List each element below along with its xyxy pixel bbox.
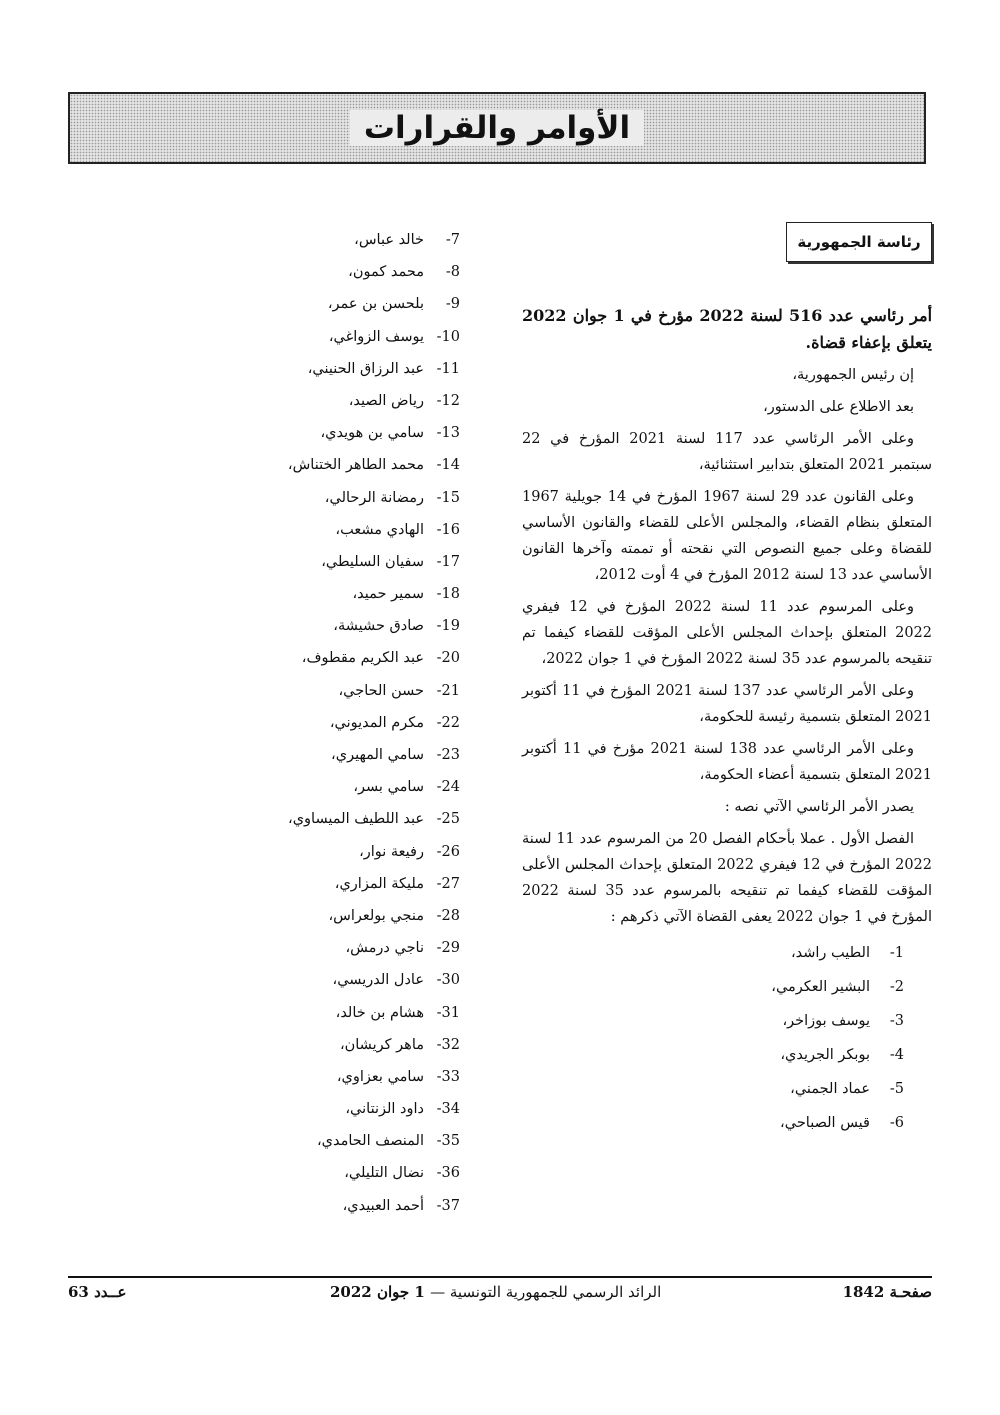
- item-name: محمد الطاهر الختناش،: [287, 457, 424, 474]
- list-item: [250, 321, 460, 353]
- item-name: خالد عباس،: [354, 232, 424, 248]
- decree-paragraph: يصدر الأمر الرئاسي الآتي نصه :: [724, 799, 914, 815]
- item-number: 16-: [436, 521, 460, 538]
- list-item: [250, 1061, 460, 1093]
- item-name: عبد الرزاق الحنيني،: [307, 360, 424, 377]
- list-item: [250, 288, 460, 320]
- list-item: [250, 417, 460, 449]
- item-name: رمضانة الرحالي،: [324, 489, 424, 506]
- list-item: [250, 675, 460, 707]
- journal-name: الرائد الرسمي للجمهورية التونسية —: [430, 1283, 662, 1301]
- item-name: مليكة المزاري،: [334, 875, 424, 892]
- footer-journal: [330, 1283, 661, 1301]
- item-number: 12-: [436, 392, 460, 409]
- item-name: سمير حميد،: [352, 586, 424, 603]
- list-item: [250, 224, 460, 256]
- list-item: [250, 868, 460, 900]
- item-name: رياض الصيد،: [348, 392, 424, 409]
- page-number: 1842: [842, 1283, 885, 1301]
- item-name: يوسف بوزاخر،: [782, 1013, 870, 1029]
- list-item: [522, 1106, 904, 1140]
- item-number: 19-: [436, 618, 460, 635]
- item-number: 4-: [889, 1047, 904, 1063]
- item-name: بلحسن بن عمر،: [327, 296, 424, 313]
- item-number: 10-: [436, 328, 460, 345]
- item-number: 26-: [436, 843, 460, 860]
- item-name: بوبكر الجريدي،: [780, 1047, 870, 1063]
- list-item: [250, 610, 460, 642]
- list-item: [250, 1125, 460, 1157]
- item-number: 14-: [436, 457, 460, 474]
- list-item: [250, 803, 460, 835]
- item-name: محمد كمون،: [348, 264, 424, 281]
- item-name: سامي بعزاوي،: [336, 1068, 424, 1085]
- issue-date: 1 جوان 2022: [330, 1283, 425, 1301]
- item-number: 18-: [436, 586, 460, 603]
- item-name: نضال التليلي،: [344, 1165, 424, 1182]
- item-number: 27-: [436, 875, 460, 892]
- item-number: 34-: [436, 1101, 460, 1118]
- decree-title: أمر رئاسي عدد 516 لسنة 2022 مؤرخ في 1 جوان 2022 يتعلق بإعفاء قضاة.: [522, 306, 933, 352]
- item-name: المنصف الحامدي،: [316, 1133, 424, 1150]
- page-title: الأوامر والقرارات: [350, 110, 644, 146]
- page-label: صفحـة: [889, 1283, 932, 1301]
- list-item: [250, 449, 460, 481]
- item-number: 6-: [889, 1115, 904, 1131]
- item-name: سامي بسر،: [353, 779, 424, 796]
- item-number: 22-: [436, 714, 460, 731]
- list-item: [250, 836, 460, 868]
- list-item: [250, 1093, 460, 1125]
- item-name: هشام بن خالد،: [335, 1004, 424, 1021]
- issue-number: 63: [68, 1283, 89, 1301]
- decree-paragraph: الفصل الأول . عملا بأحكام الفصل 20 من المرسوم عدد 11 لسنة 2022 المؤرخ في 12 فيفري 2022 المتعلق بإحداث المجلس الأعلى المؤقت للقضاء كيفما تم تنقيحه بالمرسوم عدد 35 لسنة 2022 المؤرخ في 1 جوان 2022 يعفى القضاة الآتي ذكرهم :: [522, 831, 932, 925]
- item-name: رفيعة نوار،: [359, 843, 424, 860]
- list-item: [250, 353, 460, 385]
- list-item: [522, 936, 904, 970]
- decree-paragraph: بعد الاطلاع على الدستور،: [763, 399, 914, 415]
- list-item: [250, 256, 460, 288]
- item-name: يوسف الزواغي،: [328, 328, 424, 345]
- footer-issue: [68, 1283, 126, 1301]
- item-name: مكرم المديوني،: [329, 714, 424, 731]
- item-number: 33-: [436, 1068, 460, 1085]
- item-number: 1-: [889, 945, 904, 961]
- item-number: 11-: [436, 360, 460, 377]
- item-name: سامي المهيري،: [331, 747, 424, 763]
- item-number: 13-: [436, 425, 460, 442]
- item-number: 5-: [889, 1081, 904, 1097]
- item-number: 32-: [436, 1036, 460, 1053]
- list-item: [250, 1157, 460, 1189]
- item-number: 35-: [436, 1133, 460, 1150]
- item-name: الطيب راشد،: [790, 945, 870, 961]
- item-name: عادل الدريسي،: [332, 972, 424, 989]
- item-name: منجي بولعراس،: [328, 907, 424, 924]
- item-name: عبد اللطيف الميساوي،: [288, 811, 424, 828]
- list-item: [522, 1072, 904, 1106]
- decree-paragraph: وعلى الأمر الرئاسي عدد 117 لسنة 2021 المؤرخ في 22 سبتمبر 2021 المتعلق بتدابير استثنائية،: [522, 431, 932, 473]
- item-number: 17-: [436, 553, 460, 570]
- decree-paragraph: إن رئيس الجمهورية،: [792, 367, 914, 383]
- item-number: 23-: [436, 747, 460, 763]
- item-name: قيس الصباحي،: [780, 1115, 870, 1131]
- list-item: [250, 578, 460, 610]
- item-name: داود الزنتاني،: [345, 1101, 424, 1118]
- list-item: [522, 1038, 904, 1072]
- item-number: 36-: [436, 1165, 460, 1182]
- item-number: 3-: [889, 1013, 904, 1029]
- item-name: سفيان السليطي،: [321, 553, 424, 570]
- judges-list-right: [522, 936, 932, 1140]
- item-number: 2-: [889, 979, 904, 995]
- list-item: [250, 739, 460, 771]
- list-item: [250, 1190, 460, 1222]
- list-item: [250, 997, 460, 1029]
- list-item: [250, 482, 460, 514]
- decree-paragraph: وعلى الأمر الرئاسي عدد 137 لسنة 2021 المؤرخ في 11 أكتوبر 2021 المتعلق بتسمية رئيسة للحكومة،: [522, 683, 932, 725]
- item-number: 24-: [436, 779, 460, 796]
- item-number: 31-: [436, 1004, 460, 1021]
- issue-label: عــدد: [94, 1283, 127, 1301]
- section-heading: رئاسة الجمهورية: [786, 222, 932, 262]
- item-number: 21-: [436, 682, 460, 699]
- item-name: صادق حشيشة،: [333, 618, 424, 635]
- item-name: عبد الكريم مقطوف،: [301, 650, 424, 667]
- title-banner: [68, 92, 926, 164]
- item-name: الهادي مشعب،: [335, 521, 424, 538]
- item-number: 15-: [436, 489, 460, 506]
- list-item: [522, 970, 904, 1004]
- footer-divider: [68, 1276, 932, 1278]
- item-name: سامي بن هويدي،: [320, 425, 424, 442]
- list-item: [250, 514, 460, 546]
- item-number: 29-: [436, 940, 460, 957]
- list-item: [250, 385, 460, 417]
- item-name: عماد الجمني،: [790, 1081, 870, 1097]
- item-name: ناجي درمش،: [345, 940, 424, 957]
- decree-paragraph: وعلى الأمر الرئاسي عدد 138 لسنة 2021 مؤرخ في 11 أكتوبر 2021 المتعلق بتسمية أعضاء الحكومة،: [522, 741, 932, 783]
- decree-column: [522, 302, 932, 1140]
- list-item: [250, 932, 460, 964]
- list-item: [250, 771, 460, 803]
- item-number: 8-: [445, 264, 460, 281]
- item-name: حسن الحاجي،: [338, 682, 424, 699]
- item-name: أحمد العبيدي،: [342, 1197, 424, 1214]
- decree-paragraph: وعلى القانون عدد 29 لسنة 1967 المؤرخ في 14 جويلية 1967 المتعلق بنظام القضاء، والمجلس الأعلى للقضاء والقانون الأساسي للقضاة وعلى جميع النصوص التي نقحته أو تممته وآخرها القانون الأساسي عدد 13 لسنة 2012 المؤرخ في 4 أوت 2012،: [522, 489, 932, 583]
- list-item: [250, 546, 460, 578]
- list-item: [250, 900, 460, 932]
- item-number: 9-: [445, 296, 460, 313]
- item-number: 37-: [436, 1197, 460, 1214]
- decree-paragraph: وعلى المرسوم عدد 11 لسنة 2022 المؤرخ في 12 فيفري 2022 المتعلق بإحداث المجلس الأعلى المؤقت للقضاء كيفما تم تنقيحه بالمرسوم عدد 35 لسنة 2022 المؤرخ في 1 جوان 2022،: [522, 599, 932, 667]
- list-item: [250, 1029, 460, 1061]
- item-number: 28-: [436, 907, 460, 924]
- list-item: [522, 1004, 904, 1038]
- list-item: [250, 707, 460, 739]
- item-name: ماهر كريشان،: [339, 1036, 424, 1053]
- item-number: 25-: [436, 811, 460, 828]
- list-item: [250, 642, 460, 674]
- item-number: 30-: [436, 972, 460, 989]
- judges-list-left: [250, 224, 460, 1222]
- list-item: [250, 964, 460, 996]
- footer-page: [843, 1283, 932, 1301]
- item-number: 20-: [436, 650, 460, 667]
- item-name: البشير العكرمي،: [771, 979, 870, 995]
- item-number: 7-: [445, 232, 460, 248]
